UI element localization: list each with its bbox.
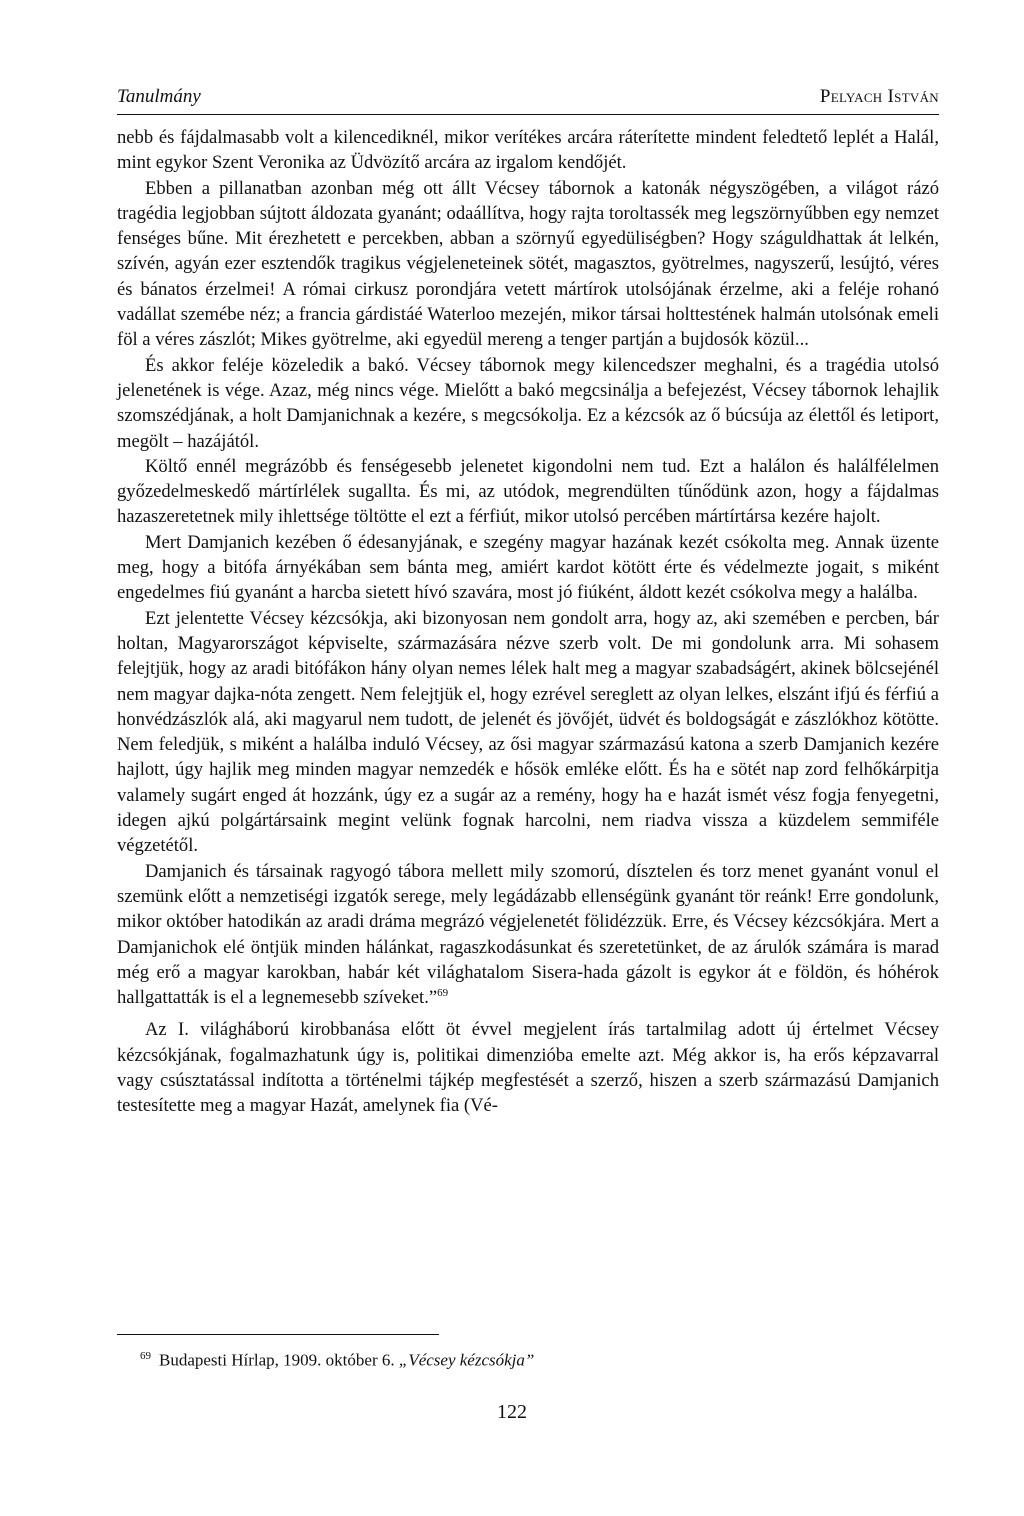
paragraph: És akkor feléje közeledik a bakó. Vécsey tábornok megy kilencedszer meghalni, és a tragédia utolsó jelenetének is vége. Azaz, még nincs vége. Mielőtt a bakó megcsinálja a befejezést, Vécsey tábornok lehajlik szomszédjának, a holt Damjanichnak a kezére, s megcsókolja. Ez a kézcsók az ő búcsúja az élettől és letiport, megölt – hazájától. xyxy=(117,354,939,452)
body-text xyxy=(117,125,939,1119)
paragraph: Ebben a pillanatban azonban még ott állt Vécsey tábornok a katonák négyszögében, a világot rázó tragédia legjobban sújtott áldozata gyanánt; odaállítva, hogy rajta toroltassék meg legszörnyűbben egy nemzet fenséges bűne. Mit érezhetett e percekben, abban a szörnyű egyedüliségben? Hogy száguldhattak át lelkén, szívén, agyán ezer esztendők tragikus végjeleneteinek sötét, magasztos, gyötrelmes, nagyszerű, lesújtó, véres és bánatos érzelmei! A római cirkusz porondjára vetett mártírok utolsójának érzelme, aki a feléje rohanó vadállat szemébe néz; a francia gárdistáé Waterloo mezején, mikor társai holttestének halmán utolsónak emeli föl a véres zászlót; Mikes gyötrelme, aki egyedül mereng a tenger partján a bujdosók közül... xyxy=(117,177,939,351)
paragraph-with-note xyxy=(117,859,939,1011)
footnote-divider xyxy=(117,1334,439,1335)
page-number: 122 xyxy=(497,1401,527,1423)
running-head xyxy=(117,86,939,115)
paragraph: nebb és fájdalmasabb volt a kilencediknél, mikor verítékes arcára ráterítette mindent feledtető leplét a Halál, mint egykor Szent Veronika az Üdvözítő arcára az irgalom kendőjét. xyxy=(117,127,939,174)
footnote-article-title: „Vécsey kézcsókja” xyxy=(398,1350,535,1370)
author-name: Pelyach István xyxy=(819,86,939,107)
footnote-text: Budapesti Hírlap, 1909. október 6. xyxy=(159,1350,399,1370)
paragraph: Mert Damjanich kezében ő édesanyjának, e szegény magyar hazának kezét csókolta meg. Annak üzente meg, hogy a bitófa árnyékában sem bánta meg, amiért kardot kötött érte és védelmezte jogait, s miként engedelmes fiú gyanánt a harcba sietett hívó szavára, most jó fiúként, áldott kezét csókolva megy a halálba. xyxy=(117,531,939,604)
footnote-mark: 69 xyxy=(140,1350,151,1362)
paragraph: Ezt jelentette Vécsey kézcsókja, aki bizonyosan nem gondolt arra, hogy az, aki szemében e percben, bár holtan, Magyarországot képviselte, származására nézve szerb volt. De mi gondolunk arra. Mi sohasem felejtjük, hogy az aradi bitófákon hány olyan nemes lélek halt meg a magyar szabadságért, akinek bölcsejénél nem magyar dajka-nóta zengett. Nem felejtjük el, hogy ezrével sereglett az olyan lelkes, elszánt ifjú és férfiú a honvédzászlók alá, aki magyarul nem tudott, de jelenét és jövőjét, üdvét és boldogságát e zászlókhoz kötötte. Nem feledjük, s miként a halálba induló Vécsey, az ősi magyar származású katona a szerb Damjanich kezére hajlott, úgy hajlik meg minden magyar nemzedék e hősök emléke előtt. És ha e sötét nap zord felhőkárpitja valamely sugárt enged át hozzánk, úgy ez a sugár az a remény, hogy ha e hazát ismét vész fogja fenyegetni, idegen ajkú polgártársaink megint velünk fognak harcolni, nem riadva vissza a küzdelem semmiféle végzetétől. xyxy=(117,607,939,857)
footnote xyxy=(140,1344,534,1373)
paragraph: Költő ennél megrázóbb és fenségesebb jelenetet kigondolni nem tud. Ezt a halálon és halálfélelmen győzedelmeskedő mártírlélek sugallta. És mi, az utódok, megrendülten tűnődünk azon, hogy a fájdalmas hazaszeretetnek mily ihlettsége töltötte el ezt a férfiút, mikor utolsó percében mártírtársa kezére hajolt. xyxy=(117,455,939,528)
paragraph-text: Damjanich és társainak ragyogó tábora mellett mily szomorú, dísztelen és torz menet gyanánt vonul el szemünk előtt a nemzetiségi izgatók serege, mely legádázabb ellenségünk gyanánt tör reánk! Erre gondolunk, mikor október hatodikán az aradi dráma megrázó végjelenetét fölidézzük. Erre, és Vécsey kézcsókjára. Mert a Damjanichok elé öntjük minden hálánkat, ragaszkodásunkat és szeretetünket, de az árulók számára is marad még erő a magyar karokban, habár két világhatalom Sisera-hada gázolt is egykor át e földön, és hóhérok hallgattatták is el a legnemesebb szíveket.” xyxy=(117,860,939,1009)
paragraph: Az I. világháború kirobbanása előtt öt évvel megjelent írás tartalmilag adott új értelmet Vécsey kézcsókjának, fogalmazhatunk úgy is, politikai dimenzióba emelte azt. Még akkor is, ha erős képzavarral vagy csúsztatással indította a történelmi tájkép megfestését a szerző, hiszen a szerb származású Damjanich testesítette meg a magyar Hazát, amelynek fia (Vé- xyxy=(117,1019,939,1117)
section-title: Tanulmány xyxy=(117,86,201,107)
footnote-reference[interactable]: 69 xyxy=(437,986,449,999)
